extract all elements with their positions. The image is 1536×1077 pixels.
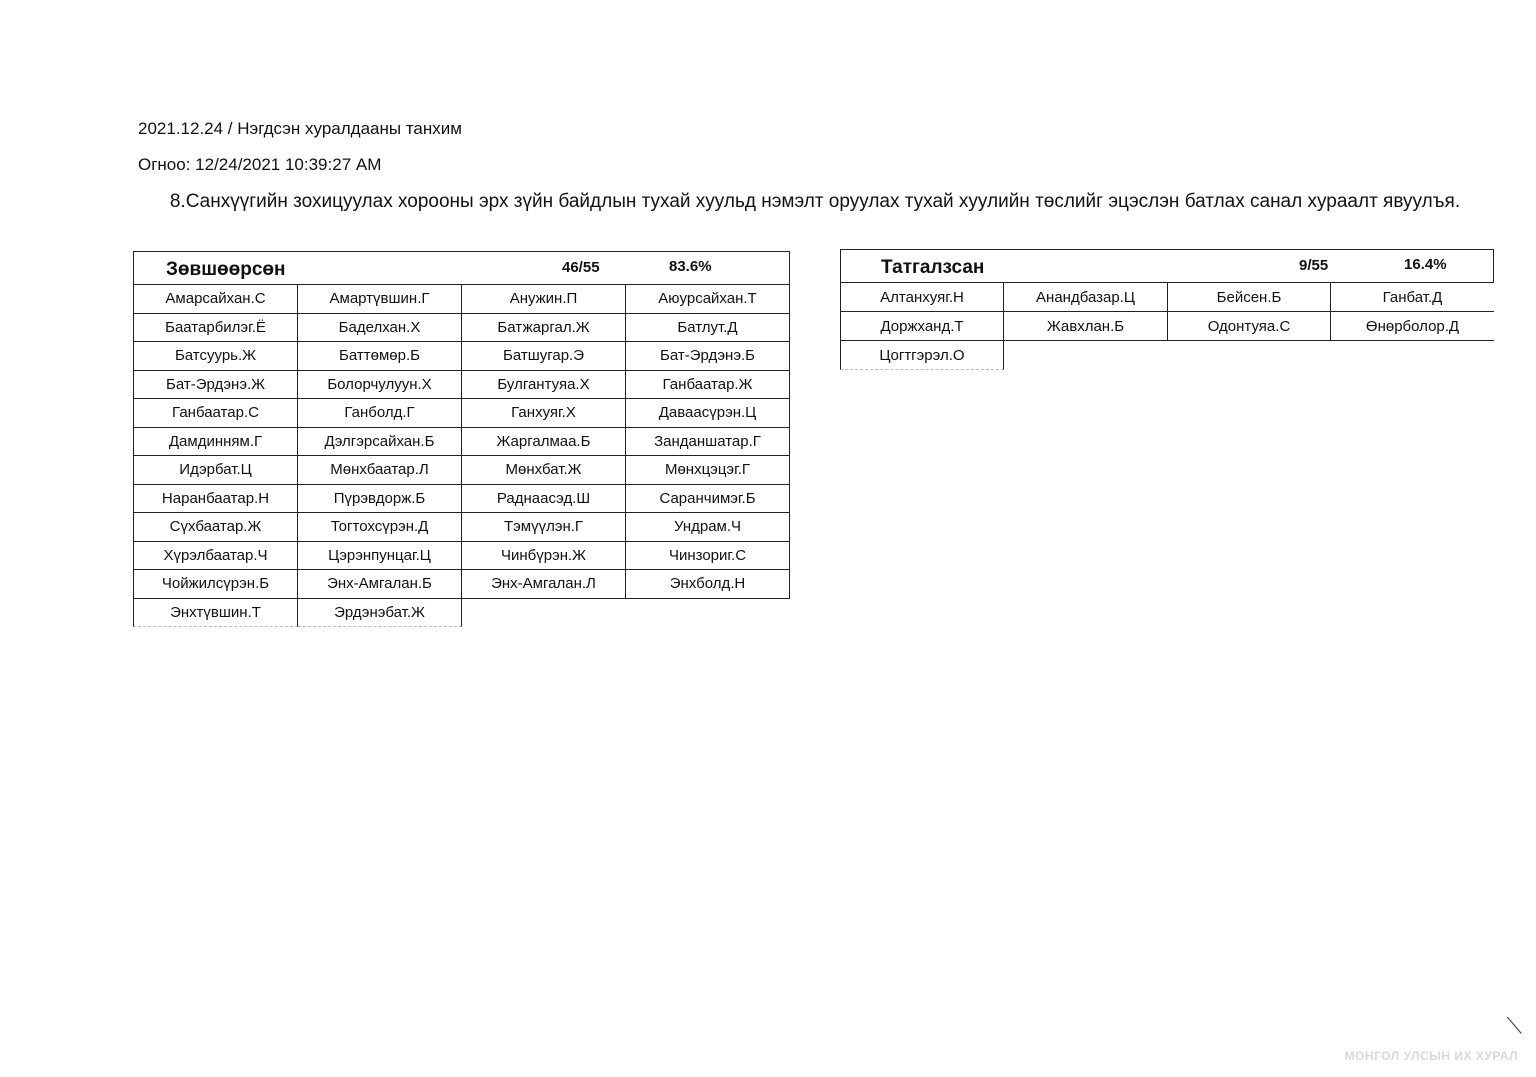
voter-name: Наранбаатар.Н — [133, 485, 298, 514]
voter-name: Аюурсайхан.Т — [626, 285, 790, 314]
watermark: МОНГОЛ УЛСЫН ИХ ХУРАЛ — [1344, 1049, 1518, 1063]
voter-name: Батсуурь.Ж — [133, 342, 298, 371]
voter-name: Дамдинням.Г — [133, 428, 298, 457]
voter-name: Мөнхбат.Ж — [462, 456, 626, 485]
voter-name: Амарсайхан.С — [133, 285, 298, 314]
voter-name: Цэрэнпунцаг.Ц — [298, 542, 462, 571]
voter-name: Занданшатар.Г — [626, 428, 790, 457]
vote-title: 8.Санхүүгийн зохицуулах хорооны эрх зүйн байдлын тухай хуульд нэмэлт оруулах тухай хуулийн төслийг эцэслэн батлах санал хураалт явуулъя. — [169, 191, 1461, 212]
voter-name: Эрдэнэбат.Ж — [298, 599, 462, 628]
voter-name: Чойжилсүрэн.Б — [133, 570, 298, 599]
voter-name: Идэрбат.Ц — [133, 456, 298, 485]
voter-name: Батшугар.Э — [462, 342, 626, 371]
voter-name: Анандбазар.Ц — [1004, 283, 1168, 312]
voter-name: Бейсен.Б — [1168, 283, 1331, 312]
voter-name: Өнөрболор.Д — [1331, 312, 1494, 341]
approved-percent: 83.6% — [669, 258, 712, 275]
voter-name: Саранчимэг.Б — [626, 485, 790, 514]
approved-table — [133, 251, 790, 627]
voter-name: Энх-Амгалан.Б — [298, 570, 462, 599]
voter-name: Алтанхуяг.Н — [840, 283, 1004, 312]
voter-name: Тогтохсүрэн.Д — [298, 513, 462, 542]
voter-name: Мөнхбаатар.Л — [298, 456, 462, 485]
voter-name: Булгантуяа.Х — [462, 371, 626, 400]
voter-name: Пүрэвдорж.Б — [298, 485, 462, 514]
voter-name: Ганболд.Г — [298, 399, 462, 428]
voter-name: Энхтүвшин.Т — [133, 599, 298, 628]
voter-name: Раднаасэд.Ш — [462, 485, 626, 514]
approved-count: 46/55 — [562, 259, 600, 276]
voter-name: Ганбаатар.С — [133, 399, 298, 428]
voter-name: Цогтгэрэл.О — [840, 341, 1004, 370]
session-venue: 2021.12.24 / Нэгдсэн хуралдааны танхим — [138, 119, 462, 138]
voter-name: Одонтуяа.С — [1168, 312, 1331, 341]
voter-name: Баттөмөр.Б — [298, 342, 462, 371]
voter-name: Болорчулуун.Х — [298, 371, 462, 400]
approved-label: Зөвшөөрсөн — [166, 259, 286, 280]
rejected-label: Татгалзсан — [881, 257, 985, 278]
voter-name: Баатарбилэг.Ё — [133, 314, 298, 343]
voter-name: Чинбүрэн.Ж — [462, 542, 626, 571]
voter-name: Ганбаатар.Ж — [626, 371, 790, 400]
voter-name: Ганбат.Д — [1331, 283, 1494, 312]
voter-name: Тэмүүлэн.Г — [462, 513, 626, 542]
rejected-percent: 16.4% — [1404, 256, 1447, 273]
voter-name: Чинзориг.С — [626, 542, 790, 571]
rejected-header — [840, 249, 1494, 283]
voter-name: Анужин.П — [462, 285, 626, 314]
voter-name: Бат-Эрдэнэ.Б — [626, 342, 790, 371]
voter-name: Энх-Амгалан.Л — [462, 570, 626, 599]
voter-name: Ундрам.Ч — [626, 513, 790, 542]
voter-name: Бат-Эрдэнэ.Ж — [133, 371, 298, 400]
approved-names-grid — [133, 285, 790, 627]
voter-name: Даваасүрэн.Ц — [626, 399, 790, 428]
voter-name: Жавхлан.Б — [1004, 312, 1168, 341]
voter-name: Ганхуяг.Х — [462, 399, 626, 428]
voter-name: Энхболд.Н — [626, 570, 790, 599]
rejected-table — [840, 249, 1494, 370]
voter-name: Жаргалмаа.Б — [462, 428, 626, 457]
rejected-count: 9/55 — [1299, 257, 1329, 274]
voter-name: Хүрэлбаатар.Ч — [133, 542, 298, 571]
margin-mark: ⟍ — [1506, 1013, 1522, 1038]
rejected-names-grid — [840, 283, 1494, 370]
voter-name: Сүхбаатар.Ж — [133, 513, 298, 542]
voter-name: Мөнхцэцэг.Г — [626, 456, 790, 485]
voter-name: Амартүвшин.Г — [298, 285, 462, 314]
voter-name: Батлут.Д — [626, 314, 790, 343]
voter-name: Доржханд.Т — [840, 312, 1004, 341]
voter-name: Баделхан.Х — [298, 314, 462, 343]
approved-header — [133, 251, 790, 285]
voter-name: Дэлгэрсайхан.Б — [298, 428, 462, 457]
voter-name: Батжаргал.Ж — [462, 314, 626, 343]
session-date: Огноо: 12/24/2021 10:39:27 AM — [138, 155, 382, 174]
